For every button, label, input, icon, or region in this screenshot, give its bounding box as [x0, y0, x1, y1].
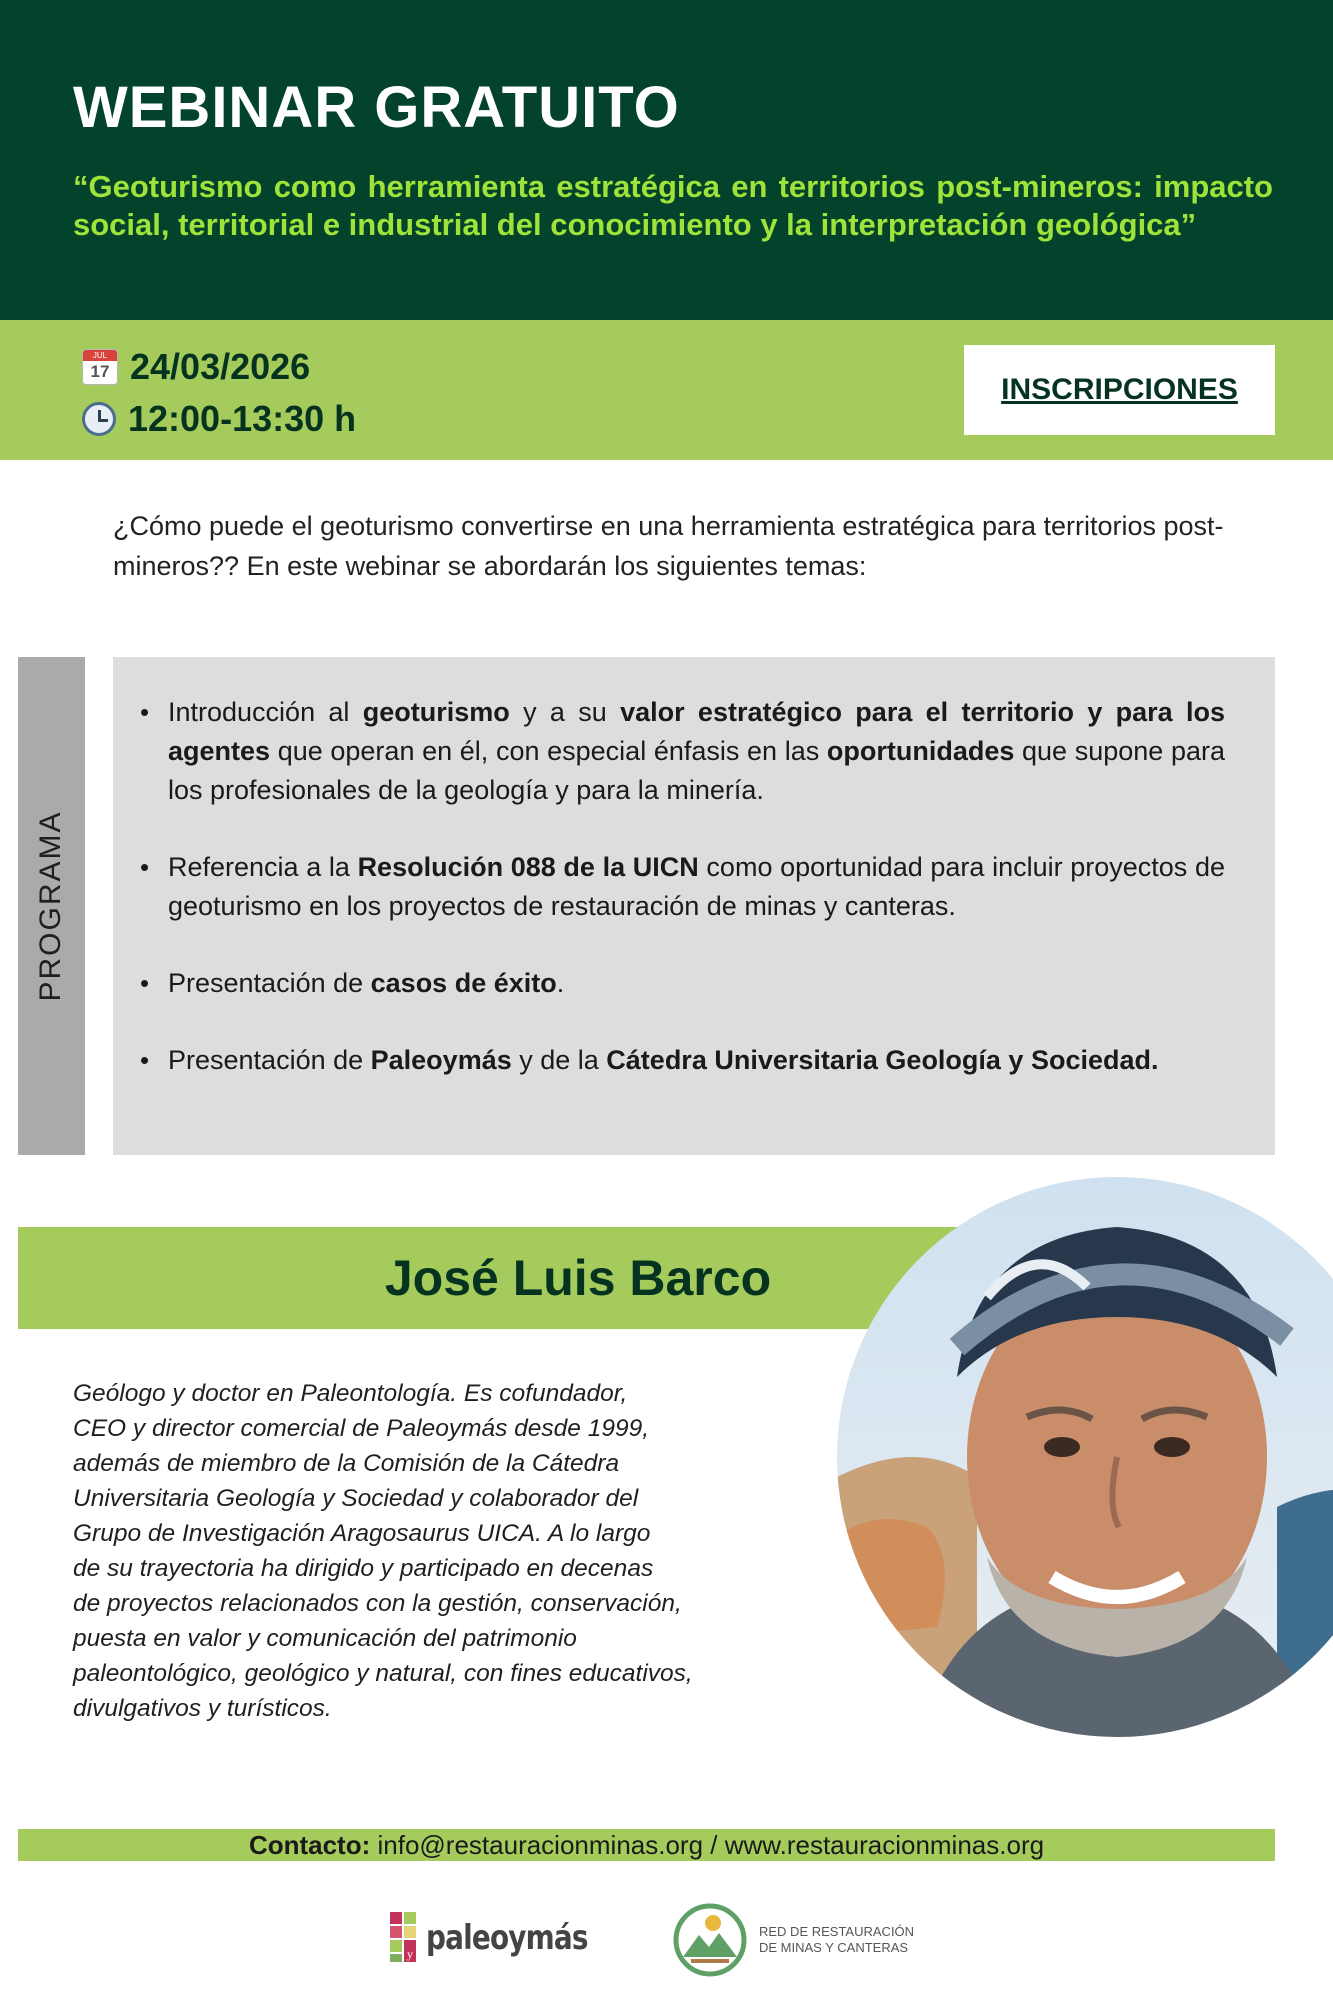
- red-restauracion-wordmark: RED DE RESTAURACIÓN DE MINAS Y CANTERAS: [759, 1924, 915, 1955]
- speaker-name: José Luis Barco: [384, 1250, 772, 1306]
- contact-value[interactable]: info@restauracionminas.org / www.restauracionminas.org: [370, 1830, 1045, 1860]
- speaker-bio: Geólogo y doctor en Paleontología. Es cofundador, CEO y director comercial de Paleoymás desde 1999, además de miembro de la Comisión de la Cátedra Universitaria Geología y Sociedad y colaborador del Grupo de Investigación Aragosaurus UICA. A lo largo de su trayectoria ha dirigido y participado en decenas de proyectos relacionados con la gestión, conservación, puesta en valor y comunicación del patrimonio paleontológico, geológico y natural, con fines educativos, divulgativos y turísticos.: [73, 1380, 693, 1722]
- red-restauracion-logo: [673, 1903, 914, 1977]
- paleoymas-logo: [390, 1912, 623, 1964]
- calendar-icon: JUL 17: [82, 349, 118, 385]
- program-item: • Referencia a la Resolución 088 de la UICN como oportunidad para incluir proyectos de geoturismo en los proyectos de restauración de minas y canteras.: [140, 848, 1225, 926]
- intro-text: ¿Cómo puede el geoturismo convertirse en una herramienta estratégica para territorios post-mineros?? En este webinar se abordarán los siguientes temas:: [113, 511, 1224, 581]
- contact-line: [18, 1829, 1275, 1861]
- register-button[interactable]: INSCRIPCIONES: [964, 345, 1275, 435]
- paleoymas-wordmark: paleoymás: [426, 1918, 588, 1958]
- page-title: WEBINAR GRATUITO: [73, 75, 680, 140]
- program-label: PROGRAMA: [34, 810, 67, 1002]
- header-banner: [0, 0, 1333, 320]
- contact-label: Contacto:: [248, 1830, 371, 1860]
- paleoymas-logo-mark: [390, 1912, 416, 1964]
- clock-icon: [82, 402, 116, 436]
- program-item: • Presentación de casos de éxito.: [140, 964, 1225, 1003]
- program-item: • Introducción al geoturismo y a su valor estratégico para el territorio y para los agentes que operan en él, con especial énfasis en las oportunidades que supone para los profesionales de la geología y para la minería.: [140, 693, 1225, 810]
- mountain-sun-icon: [673, 1903, 747, 1977]
- event-date: 24/03/2026: [130, 346, 311, 387]
- program-item: • Presentación de Paleoymás y de la Cátedra Universitaria Geología y Sociedad.: [140, 1041, 1225, 1080]
- date-row: [82, 346, 310, 388]
- svg-text:y: y: [407, 1947, 413, 1961]
- event-time: 12:00-13:30 h: [128, 398, 357, 439]
- time-row: [82, 398, 356, 440]
- webinar-subtitle: “Geoturismo como herramienta estratégica en territorios post-mineros: impacto social, territorial e industrial del conocimiento y la interpretación geológica”: [73, 169, 1273, 242]
- program-list: [140, 693, 1225, 1080]
